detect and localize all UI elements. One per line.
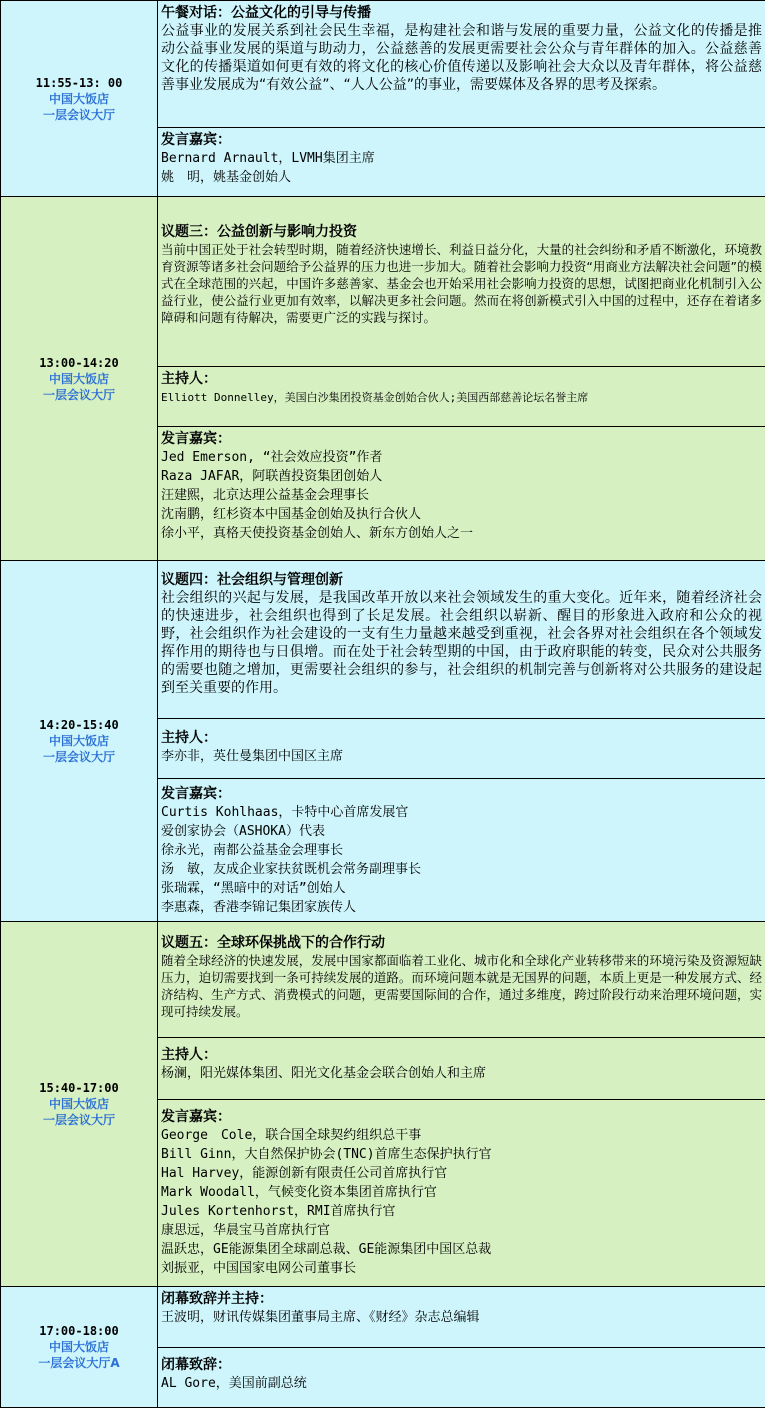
session-room: 一层会议大厅A	[38, 1356, 120, 1370]
speaker-line: 汪建熙，北京达理公益基金会理事长	[161, 488, 370, 503]
session-row	[1, 561, 765, 719]
topic-title: 议题四：社会组织与管理创新	[161, 572, 343, 588]
host-cell	[158, 1038, 765, 1100]
speaker-line: 徐小平，真格天使投资基金创始人、新东方创始人之一	[161, 526, 474, 541]
session-row	[1, 1287, 765, 1348]
topic-description: 社会组织的兴起与发展，是我国改革开放以来社会领域发生的重大变化。近年来，随着经济社会的快速进步，社会组织也得到了长足发展。社会组织以崭新、醒目的形象进入政府和公众的视野，社会组织作为社会建设的一支有生力量越来越受到重视，社会各界对社会组织在各个领域发挥作用的期待也与日俱增。而在处于社会转型期的中国，由于政府职能的转变，民众对公共服务的需要也随之增加，更需要社会组织的参与，社会组织的机制完善与创新将对公共服务的建设起到至关重要的作用。	[161, 590, 762, 696]
host-label: 主持人：	[161, 1047, 217, 1063]
speaker-line: George Cole，联合国全球契约组织总干事	[161, 1128, 422, 1143]
session-time: 13:00-14:20	[39, 355, 119, 370]
speakers-label: 发言嘉宾：	[161, 431, 231, 447]
session-time: 15:40-17:00	[39, 1081, 119, 1095]
closing-speech-line: AL Gore，美国前副总统	[161, 1376, 307, 1391]
speaker-line: Curtis Kohlhaas，卡特中心首席发展官	[161, 805, 409, 820]
closing-host-cell	[158, 1287, 765, 1348]
speaker-line: Jules Kortenhorst，RMI首席执行官	[161, 1204, 396, 1219]
closing-host-label: 闭幕致辞并主持：	[161, 1291, 273, 1307]
topic-cell	[158, 197, 765, 367]
session-venue: 中国大饭店	[48, 1097, 109, 1111]
closing-host-line: 王波明，财讯传媒集团董事局主席、《财经》杂志总编辑	[161, 1310, 480, 1325]
host-label: 主持人：	[161, 730, 217, 746]
session-time: 11:55-13: 00	[35, 75, 123, 90]
topic-cell	[158, 561, 765, 719]
closing-speech-cell	[158, 1348, 765, 1408]
session-venue: 中国大饭店	[48, 371, 109, 386]
speaker-line: Mark Woodall，气候变化资本集团首席执行官	[161, 1185, 437, 1200]
host-cell	[158, 719, 765, 779]
session-room: 一层会议大厅	[42, 1113, 115, 1127]
session-room: 一层会议大厅	[42, 387, 115, 402]
session-venue: 中国大饭店	[48, 1340, 109, 1354]
session-row	[1, 1, 765, 128]
topic-description: 当前中国正处于社会转型时期，随着经济快速增长、利益日益分化，大量的社会纠纷和矛盾不断激化，环境教育资源等诸多社会问题给予公益界的压力也进一步加大。随着社会影响力投资“用商业方法解决社会问题”的模式在全球范围的兴起，中国许多慈善家、基金会也开始采用社会影响力投资的思想，试图把商业化机制引入公益行业，使公益行业更加有效率，以解决更多社会问题。然而在将创新模式引入中国的过程中，还存在着诸多障碍和问题有待解决，需要更广泛的实践与探讨。	[161, 242, 762, 325]
session-room: 一层会议大厅	[42, 107, 115, 122]
host-line: 杨澜，阳光媒体集团、阳光文化基金会联合创始人和主席	[161, 1066, 487, 1081]
speakers-label: 发言嘉宾：	[161, 132, 231, 148]
speaker-line: 康思远，华晨宝马首席执行官	[161, 1223, 331, 1238]
topic-cell	[158, 1, 765, 128]
session-venue: 中国大饭店	[48, 91, 109, 106]
session-row	[1, 922, 765, 1038]
speaker-line: 刘振亚，中国国家电网公司董事长	[161, 1261, 357, 1276]
host-line: Elliott Donnelley，美国白沙集团投资基金创始合伙人;美国西部慈善论坛名誉主席	[161, 391, 589, 404]
topic-title: 议题三：公益创新与影响力投资	[161, 224, 357, 240]
session-time: 17:00-18:00	[39, 1324, 119, 1338]
speaker-line: Raza JAFAR，阿联酋投资集团创始人	[161, 469, 383, 484]
session-time: 14:20-15:40	[39, 718, 119, 732]
session-time-cell	[1, 922, 158, 1287]
speaker-line: Bill Ginn，大自然保护协会(TNC)首席生态保护执行官	[161, 1147, 492, 1162]
session-venue: 中国大饭店	[48, 734, 109, 748]
session-time-cell	[1, 1287, 158, 1408]
topic-title: 午餐对话：公益文化的引导与传播	[161, 5, 371, 21]
speakers-label: 发言嘉宾：	[161, 1109, 231, 1125]
speaker-line: 徐永光，南都公益基金会理事长	[161, 843, 344, 858]
session-room: 一层会议大厅	[42, 750, 115, 764]
host-line: 李亦非，英仕曼集团中国区主席	[161, 749, 344, 764]
host-label: 主持人：	[161, 371, 217, 387]
speaker-line: Hal Harvey，能源创新有限责任公司首席执行官	[161, 1166, 448, 1181]
speakers-label: 发言嘉宾：	[161, 786, 231, 802]
speaker-line: 沈南鹏，红杉资本中国基金创始及执行合伙人	[161, 507, 422, 522]
topic-cell	[158, 922, 765, 1038]
speakers-cell	[158, 128, 765, 197]
session-row	[1, 197, 765, 367]
session-time-cell	[1, 1, 158, 197]
topic-description: 随着全球经济的快速发展，发展中国家都面临着工业化、城市化和全球化产业转移带来的环境污染及资源短缺压力，迫切需要找到一条可持续发展的道路。而环境问题本就是无国界的问题，本质上更是一种发展方式、经济结构、生产方式、消费模式的问题，更需要国际间的合作，通过多维度，跨过阶段行动来治理环境问题，实现可持续发展。	[161, 953, 762, 1019]
topic-description: 公益事业的发展关系到社会民生幸福，是构建社会和谐与发展的重要力量，公益文化的传播是推动公益事业发展的渠道与助动力，公益慈善的发展更需要社会公众与青年群体的加入。公益慈善文化的传播渠道如何更有效的将文化的核心价值传递以及影响社会大众以及青年群体，将公益慈善事业发展成为“有效公益”、“人人公益”的事业，需要媒体及各界的思考及探索。	[161, 23, 762, 93]
speaker-line: 爱创家协会（ASHOKA）代表	[161, 824, 325, 839]
speaker-line: 汤 敏，友成企业家扶贫既机会常务副理事长	[161, 862, 422, 877]
speaker-line: 张瑞霖，“黑暗中的对话”创始人	[161, 881, 346, 896]
speaker-line: 温跃忠，GE能源集团全球副总裁、GE能源集团中国区总裁	[161, 1242, 492, 1257]
host-cell	[158, 367, 765, 427]
speaker-line: Bernard Arnault，LVMH集团主席	[161, 151, 375, 166]
topic-title: 议题五：全球环保挑战下的合作行动	[161, 935, 385, 951]
speaker-line: 李惠森，香港李锦记集团家族传人	[161, 900, 357, 915]
speakers-cell	[158, 427, 765, 561]
speaker-line: 姚 明，姚基金创始人	[161, 170, 292, 185]
speakers-cell	[158, 1100, 765, 1287]
speakers-cell	[158, 779, 765, 922]
closing-speech-label: 闭幕致辞：	[161, 1357, 231, 1373]
speaker-line: Jed Emerson, “社会效应投资”作者	[161, 450, 383, 465]
session-time-cell	[1, 561, 158, 922]
session-time-cell	[1, 197, 158, 561]
